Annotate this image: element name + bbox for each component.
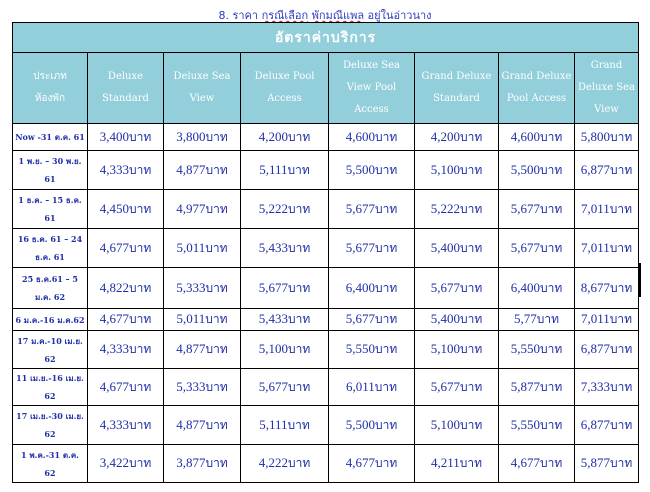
currency-unit: บาท: [609, 379, 633, 394]
price-value: 5,011: [176, 239, 206, 255]
heading-location: อยู่ในอ่าวนาง: [364, 9, 432, 22]
table-row: [13, 406, 639, 445]
currency-unit: บาท: [287, 417, 310, 432]
price-value: 5,011: [176, 311, 206, 326]
currency-unit: บาท: [459, 417, 483, 432]
date-range-line: 16 ธ.ค. 61 – 24: [17, 234, 83, 244]
date-range-cell: [13, 445, 88, 483]
date-range-line: 1 พ.ค.-31 ต.ค.: [21, 449, 79, 460]
price-value: 5,500: [510, 161, 540, 177]
price-value: 4,333: [99, 416, 129, 432]
price-cell: [415, 124, 499, 151]
price-cell: [241, 445, 329, 483]
price-value: 8,677: [580, 279, 610, 295]
price-cell: [164, 445, 241, 483]
column-header: [241, 53, 329, 124]
price-cell: [415, 268, 499, 309]
currency-unit: บาท: [459, 280, 483, 295]
column-header-line: Access: [354, 104, 389, 115]
column-header-line: ประเภท: [33, 71, 67, 82]
price-cell: [164, 309, 241, 331]
column-header-line: Standard: [433, 93, 480, 104]
currency-unit: บาท: [609, 342, 633, 356]
price-cell: [88, 190, 164, 229]
currency-unit: บาท: [459, 456, 483, 470]
currency-unit: บาท: [374, 162, 398, 177]
price-cell: [575, 309, 639, 331]
currency-unit: บาท: [205, 312, 228, 326]
price-cell: [499, 151, 575, 190]
price-cell: [499, 190, 575, 229]
currency-unit: บาท: [287, 162, 310, 177]
currency-unit: บาท: [539, 280, 563, 295]
price-value: 6,400: [510, 279, 540, 295]
date-range-line: 62: [44, 429, 56, 439]
price-value: 6,011: [345, 378, 375, 394]
date-range-line: 1 ธ.ค. – 15 ธ.ค.: [18, 195, 82, 205]
currency-unit: บาท: [609, 456, 633, 470]
column-header: [415, 53, 499, 124]
price-value: 3,800: [176, 128, 206, 144]
currency-unit: บาท: [128, 240, 152, 255]
price-cell: [575, 124, 639, 151]
currency-unit: บาท: [287, 240, 311, 255]
date-range-cell: [13, 406, 88, 445]
price-cell: [329, 331, 415, 369]
currency-unit: บาท: [539, 417, 563, 432]
price-value: 4,450: [99, 200, 129, 216]
currency-unit: บาท: [374, 240, 398, 255]
currency-unit: บาท: [374, 417, 398, 432]
date-range-cell: [13, 268, 88, 309]
price-value: 5,333: [176, 378, 206, 394]
price-cell: [88, 124, 164, 151]
price-cell: [88, 309, 164, 331]
currency-unit: บาท: [128, 379, 152, 394]
currency-unit: บาท: [287, 280, 311, 295]
price-cell: [575, 445, 639, 483]
price-cell: [241, 406, 329, 445]
date-range-line: 61: [44, 174, 56, 184]
price-cell: [241, 229, 329, 268]
table-row: [13, 151, 639, 190]
column-header: [13, 53, 88, 124]
price-cell: [499, 229, 575, 268]
price-cell: [415, 406, 499, 445]
price-cell: [499, 445, 575, 483]
price-cell: [88, 331, 164, 369]
table-row: [13, 369, 639, 406]
currency-unit: บาท: [205, 417, 228, 432]
currency-unit: บาท: [459, 201, 483, 216]
price-cell: [88, 369, 164, 406]
column-header-line: Deluxe: [107, 71, 144, 82]
price-value: 3,422: [99, 455, 129, 470]
date-range-cell: [13, 331, 88, 369]
currency-unit: บาท: [287, 129, 311, 144]
currency-unit: บาท: [374, 379, 398, 394]
price-cell: [164, 406, 241, 445]
price-cell: [329, 309, 415, 331]
price-cell: [575, 229, 639, 268]
price-cell: [329, 151, 415, 190]
price-cell: [415, 445, 499, 483]
date-range-cell: [13, 369, 88, 406]
price-value: 4,877: [176, 416, 206, 432]
currency-unit: บาท: [374, 280, 398, 295]
date-range-line: 61: [44, 213, 56, 223]
price-value: 4,600: [345, 128, 375, 144]
price-cell: [241, 331, 329, 369]
currency-unit: บาท: [205, 201, 228, 216]
currency-unit: บาท: [374, 129, 398, 144]
price-value: 7,011: [580, 239, 610, 255]
price-value: 4,977: [176, 200, 206, 216]
currency-unit: บาท: [205, 240, 228, 255]
price-cell: [164, 151, 241, 190]
price-value: 4,333: [99, 341, 129, 356]
price-cell: [415, 151, 499, 190]
price-cell: [241, 151, 329, 190]
currency-unit: บาท: [287, 312, 311, 326]
price-value: 5,111: [259, 416, 288, 432]
column-header: [329, 53, 415, 124]
currency-unit: บาท: [459, 342, 483, 356]
price-cell: [575, 369, 639, 406]
column-header-line: Standard: [102, 93, 149, 104]
column-header-line: Deluxe Sea: [342, 60, 401, 71]
currency-unit: บาท: [287, 379, 311, 394]
column-header-line: ห้องพัก: [34, 93, 66, 104]
price-value: 4,200: [430, 128, 460, 144]
price-cell: [499, 268, 575, 309]
currency-unit: บาท: [609, 240, 633, 255]
column-header: [164, 53, 241, 124]
price-value: 5,100: [430, 341, 460, 356]
date-range-line: 25 ธ.ค.61 – 5: [22, 274, 78, 284]
price-value: 4,677: [345, 455, 375, 470]
price-value: 5,550: [510, 341, 540, 356]
price-value: 4,677: [99, 311, 129, 326]
currency-unit: บาท: [287, 201, 311, 216]
price-cell: [499, 369, 575, 406]
currency-unit: บาท: [205, 162, 228, 177]
column-header-row: [13, 53, 639, 124]
column-header: [575, 53, 639, 124]
price-value: 5,677: [345, 200, 375, 216]
price-value: 5,800: [580, 128, 610, 144]
price-value: 5,77: [513, 311, 537, 326]
currency-unit: บาท: [374, 312, 398, 326]
price-cell: [499, 331, 575, 369]
column-header-line: Grand Deluxe: [501, 71, 572, 82]
price-cell: [164, 331, 241, 369]
heading-choice: กรณีเลือก: [261, 9, 309, 22]
currency-unit: บาท: [539, 456, 563, 470]
price-cell: [415, 190, 499, 229]
currency-unit: บาท: [128, 417, 152, 432]
price-value: 5,100: [430, 161, 460, 177]
text-cursor: [638, 263, 641, 297]
price-cell: [88, 445, 164, 483]
price-cell: [329, 229, 415, 268]
rate-table: [12, 22, 639, 483]
currency-unit: บาท: [539, 162, 563, 177]
price-value: 7,011: [580, 311, 610, 326]
currency-unit: บาท: [459, 379, 483, 394]
currency-unit: บาท: [205, 456, 228, 470]
currency-unit: บาท: [536, 312, 559, 326]
price-cell: [164, 124, 241, 151]
price-value: 6,877: [580, 161, 610, 177]
currency-unit: บาท: [609, 129, 633, 144]
price-cell: [88, 268, 164, 309]
price-cell: [164, 268, 241, 309]
currency-unit: บาท: [287, 342, 311, 356]
date-range-cell: [13, 151, 88, 190]
currency-unit: บาท: [539, 379, 563, 394]
currency-unit: บาท: [609, 417, 633, 432]
price-value: 5,677: [345, 239, 375, 255]
date-range-line: 11 เม.ย.-16 เม.ย.: [16, 373, 84, 383]
currency-unit: บาท: [128, 201, 152, 216]
table-row: [13, 309, 639, 331]
table-row: [13, 445, 639, 483]
price-cell: [575, 331, 639, 369]
currency-unit: บาท: [205, 280, 228, 295]
date-range-line: ธ.ค. 61: [35, 252, 65, 262]
date-range-line: 17 เม.ย.-30 เม.ย.: [16, 411, 84, 421]
date-range-line: 6 ม.ค.-16 ม.ค.62: [15, 314, 85, 325]
currency-unit: บาท: [374, 456, 398, 470]
price-value: 5,550: [510, 416, 540, 432]
price-value: 5,333: [176, 279, 206, 295]
price-value: 5,677: [345, 311, 375, 326]
currency-unit: บาท: [459, 162, 483, 177]
column-header-line: Grand: [590, 60, 623, 71]
price-cell: [164, 369, 241, 406]
date-range-line: 1 พ.ย. – 30 พ.ย.: [18, 156, 82, 166]
column-header-line: View: [594, 104, 619, 115]
currency-unit: บาท: [128, 342, 152, 356]
table-row: [13, 331, 639, 369]
price-value: 5,100: [258, 341, 288, 356]
currency-unit: บาท: [609, 312, 633, 326]
price-cell: [575, 190, 639, 229]
table-row: [13, 229, 639, 268]
price-value: 3,877: [176, 455, 206, 470]
currency-unit: บาท: [539, 201, 563, 216]
price-value: 5,222: [258, 200, 288, 216]
price-cell: [415, 229, 499, 268]
heading-prefix: 8. ราคา: [218, 9, 262, 22]
column-header-line: Pool Access: [506, 93, 567, 104]
price-cell: [329, 124, 415, 151]
price-value: 6,877: [580, 341, 610, 356]
table-row: [13, 124, 639, 151]
price-value: 5,400: [430, 311, 460, 326]
price-value: 6,400: [345, 279, 375, 295]
currency-unit: บาท: [459, 312, 483, 326]
price-value: 5,111: [259, 161, 288, 177]
column-header-line: View: [189, 93, 215, 104]
currency-unit: บาท: [539, 342, 563, 356]
date-range-line: 17 ม.ค.-10 เม.ย.: [17, 335, 83, 346]
price-cell: [88, 229, 164, 268]
currency-unit: บาท: [205, 379, 228, 394]
price-value: 4,211: [430, 455, 460, 470]
currency-unit: บาท: [128, 456, 152, 470]
price-value: 5,677: [510, 200, 540, 216]
price-cell: [329, 190, 415, 229]
price-value: 5,677: [258, 378, 288, 394]
currency-unit: บาท: [374, 342, 398, 356]
price-value: 3,400: [99, 128, 129, 144]
price-cell: [241, 190, 329, 229]
date-range-cell: [13, 229, 88, 268]
price-cell: [499, 124, 575, 151]
column-header-line: Deluxe Sea: [577, 82, 636, 93]
price-cell: [241, 268, 329, 309]
price-cell: [499, 309, 575, 331]
column-header: [499, 53, 575, 124]
currency-unit: บาท: [609, 280, 633, 295]
price-cell: [575, 406, 639, 445]
table-body: [13, 124, 639, 483]
currency-unit: บาท: [609, 162, 633, 177]
price-cell: [415, 369, 499, 406]
price-value: 5,400: [430, 239, 460, 255]
date-range-cell: [13, 124, 88, 151]
price-cell: [329, 268, 415, 309]
date-range-cell: [13, 309, 88, 331]
currency-unit: บาท: [609, 201, 633, 216]
price-value: 5,877: [510, 378, 540, 394]
price-value: 5,500: [345, 416, 375, 432]
date-range-line: 62: [44, 353, 56, 364]
price-cell: [241, 124, 329, 151]
price-value: 4,200: [258, 128, 288, 144]
price-cell: [88, 406, 164, 445]
currency-unit: บาท: [205, 342, 228, 356]
heading-hotel-name: พักมณีแพล: [311, 9, 365, 22]
price-value: 5,222: [430, 200, 460, 216]
price-cell: [164, 190, 241, 229]
currency-unit: บาท: [128, 162, 152, 177]
table-row: [13, 268, 639, 309]
currency-unit: บาท: [128, 129, 152, 144]
price-value: 6,877: [580, 416, 610, 432]
price-value: 5,500: [345, 161, 375, 177]
price-value: 4,677: [99, 378, 129, 394]
date-range-cell: [13, 190, 88, 229]
price-cell: [499, 406, 575, 445]
price-value: 5,550: [345, 341, 375, 356]
table-title: อัตราค่าบริการ: [13, 23, 639, 53]
currency-unit: บาท: [128, 280, 152, 295]
price-value: 4,677: [510, 455, 540, 470]
price-cell: [329, 406, 415, 445]
column-header-line: Access: [267, 93, 302, 104]
price-cell: [164, 229, 241, 268]
price-cell: [575, 151, 639, 190]
date-range-line: Now -31 ต.ค. 61: [15, 132, 85, 142]
currency-unit: บาท: [205, 129, 228, 144]
price-value: 4,877: [176, 341, 206, 356]
price-value: 4,222: [258, 455, 288, 470]
price-value: 5,433: [258, 311, 288, 326]
price-value: 4,600: [510, 128, 540, 144]
price-value: 4,877: [176, 161, 206, 177]
price-value: 7,333: [580, 378, 610, 394]
price-value: 7,011: [580, 200, 610, 216]
price-cell: [415, 331, 499, 369]
price-value: 4,677: [99, 239, 129, 255]
currency-unit: บาท: [539, 129, 563, 144]
price-cell: [241, 369, 329, 406]
price-value: 4,822: [99, 279, 129, 295]
currency-unit: บาท: [374, 201, 398, 216]
price-cell: [88, 151, 164, 190]
price-value: 5,433: [258, 239, 288, 255]
price-cell: [329, 445, 415, 483]
price-value: 4,333: [99, 161, 129, 177]
table-row: [13, 190, 639, 229]
price-value: 5,677: [510, 239, 540, 255]
column-header-line: Deluxe Pool: [254, 71, 315, 82]
column-header-line: Grand Deluxe: [421, 71, 492, 82]
column-header: [88, 53, 164, 124]
price-cell: [575, 268, 639, 309]
price-value: 5,677: [258, 279, 288, 295]
price-value: 5,877: [580, 455, 610, 470]
date-range-line: 62: [44, 467, 56, 478]
currency-unit: บาท: [287, 456, 311, 470]
price-cell: [415, 309, 499, 331]
price-value: 5,677: [430, 279, 460, 295]
price-cell: [241, 309, 329, 331]
price-value: 5,100: [430, 416, 460, 432]
currency-unit: บาท: [459, 129, 483, 144]
currency-unit: บาท: [128, 312, 152, 326]
date-range-line: 62: [44, 391, 56, 401]
column-header-line: Deluxe Sea: [173, 71, 231, 82]
price-cell: [329, 369, 415, 406]
currency-unit: บาท: [459, 240, 483, 255]
price-value: 5,677: [430, 378, 460, 394]
date-range-line: ม.ค. 62: [34, 292, 66, 302]
currency-unit: บาท: [539, 240, 563, 255]
column-header-line: View Pool: [346, 82, 397, 93]
